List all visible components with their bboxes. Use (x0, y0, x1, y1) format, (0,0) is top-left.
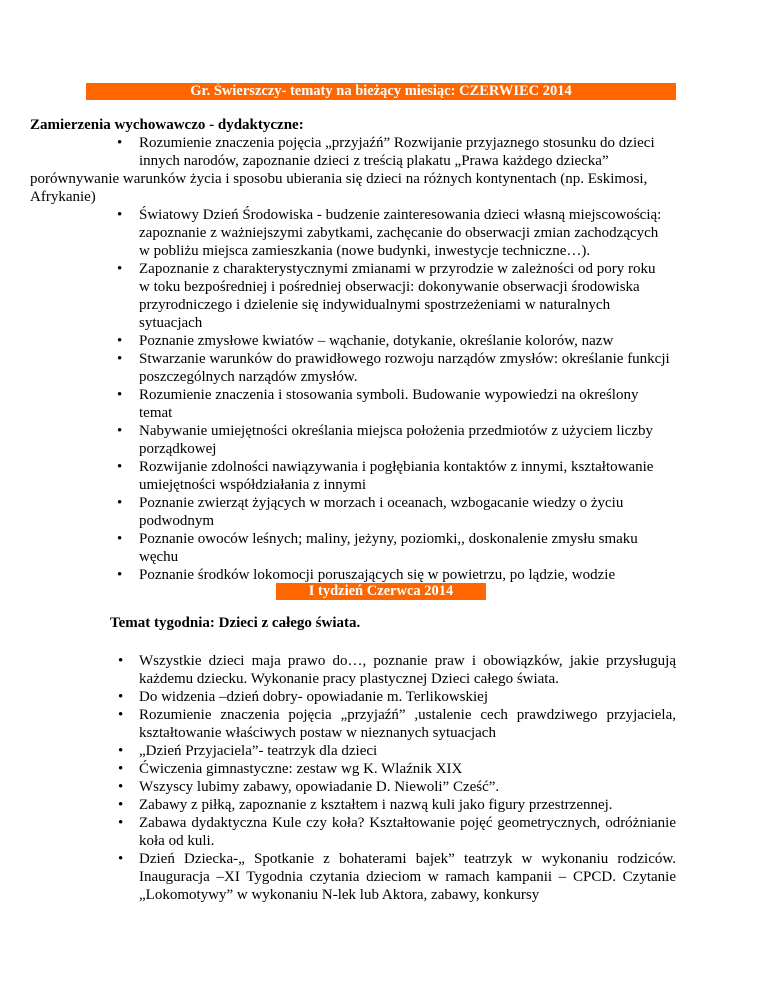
goals-heading: Zamierzenia wychowawczo - dydaktyczne: (30, 117, 304, 133)
week-banner: I tydzień Czerwca 2014 (276, 583, 486, 600)
list-item: • Do widzenia –dzień dobry- opowiadanie m. Terlikowskiej (110, 688, 676, 706)
list-item-continuation: porównywanie warunków życia i sposobu ubierania się dzieci na różnych kontynentach (np. Eskimosi, Afrykanie) (30, 171, 648, 205)
list-item: • Zabawy z piłką, zapoznanie z kształtem i nazwą kuli jako figury przestrzennej. (110, 796, 676, 814)
list-item: • Wszyscy lubimy zabawy, opowiadanie D. Niewoli” Cześć”. (110, 778, 676, 796)
list-item: • Poznanie środków lokomocji poruszających się w powietrzu, po lądzie, wodzie (30, 566, 670, 584)
list-item: • Poznanie owoców leśnych; maliny, jeżyny, poziomki,, doskonalenie zmysłu smaku węchu (30, 530, 670, 566)
list-item: • Rozumienie znaczenia pojęcia „przyjaźń” ,ustalenie cech prawdziwego przyjaciela, kształtowanie właściwych postaw w nieznanych sytuacjach (110, 706, 676, 742)
list-item: • Ćwiczenia gimnastyczne: zestaw wg K. Wlaźnik XIX (110, 760, 676, 778)
list-item: • Poznanie zmysłowe kwiatów – wąchanie, dotykanie, określanie kolorów, nazw (30, 332, 670, 350)
list-item: • Dzień Dziecka-„ Spotkanie z bohaterami bajek” teatrzyk w wykonaniu rodziców. Inauguracja –XI Tygodnia czytania dzieciom w ramach kampanii – CPCD. Czytanie „Lokomotywy” w wykonaniu N-lek lub Aktora, zabawy, konkursy (110, 850, 676, 904)
list-item: • „Dzień Przyjaciela”- teatrzyk dla dzieci (110, 742, 676, 760)
week-items-list (110, 652, 676, 904)
list-item: • Światowy Dzień Środowiska - budzenie zainteresowania dzieci własną miejscowością: zapoznanie z ważniejszymi zabytkami, zachęcanie do obserwacji zmian zachodzących w pobliżu miejsca zamieszkania (nowe budynki, inwestycje techniczne…). (30, 206, 670, 260)
list-item: • Nabywanie umiejętności określania miejsca położenia przedmiotów z użyciem liczby porządkowej (30, 422, 670, 458)
list-item: • Zapoznanie z charakterystycznymi zmianami w przyrodzie w zależności od pory roku w toku bezpośredniej i pośredniej obserwacji: dokonywanie obserwacji środowiska przyrodniczego i dzielenie się indywidualnymi spostrzeżeniami w naturalnych sytuacjach (30, 260, 670, 332)
list-item: • Rozumienie znaczenia pojęcia „przyjaźń” Rozwijanie przyjaznego stosunku do dzieci innych narodów, zapoznanie dzieci z treścią plakatu „Prawa każdego dziecka” (30, 134, 670, 170)
list-item: • Zabawa dydaktyczna Kule czy koła? Kształtowanie pojęć geometrycznych, odróżnianie koła od kuli. (110, 814, 676, 850)
goals-list (30, 134, 670, 584)
month-banner: Gr. Świerszczy- tematy na bieżący miesiąc: CZERWIEC 2014 (86, 83, 676, 100)
list-item: • Wszystkie dzieci maja prawo do…, poznanie praw i obowiązków, jakie przysługują każdemu dziecku. Wykonanie pracy plastycznej Dzieci całego świata. (110, 652, 676, 688)
week-topic-heading: Temat tygodnia: Dzieci z całego świata. (110, 615, 361, 631)
list-item: • Poznanie zwierząt żyjących w morzach i oceanach, wzbogacanie wiedzy o życiu podwodnym (30, 494, 670, 530)
list-item: • Stwarzanie warunków do prawidłowego rozwoju narządów zmysłów: określanie funkcji poszczególnych narządów zmysłów. (30, 350, 670, 386)
list-item: • Rozwijanie zdolności nawiązywania i pogłębiania kontaktów z innymi, kształtowanie umiejętności współdziałania z innymi (30, 458, 670, 494)
list-item: • Rozumienie znaczenia i stosowania symboli. Budowanie wypowiedzi na określony temat (30, 386, 670, 422)
